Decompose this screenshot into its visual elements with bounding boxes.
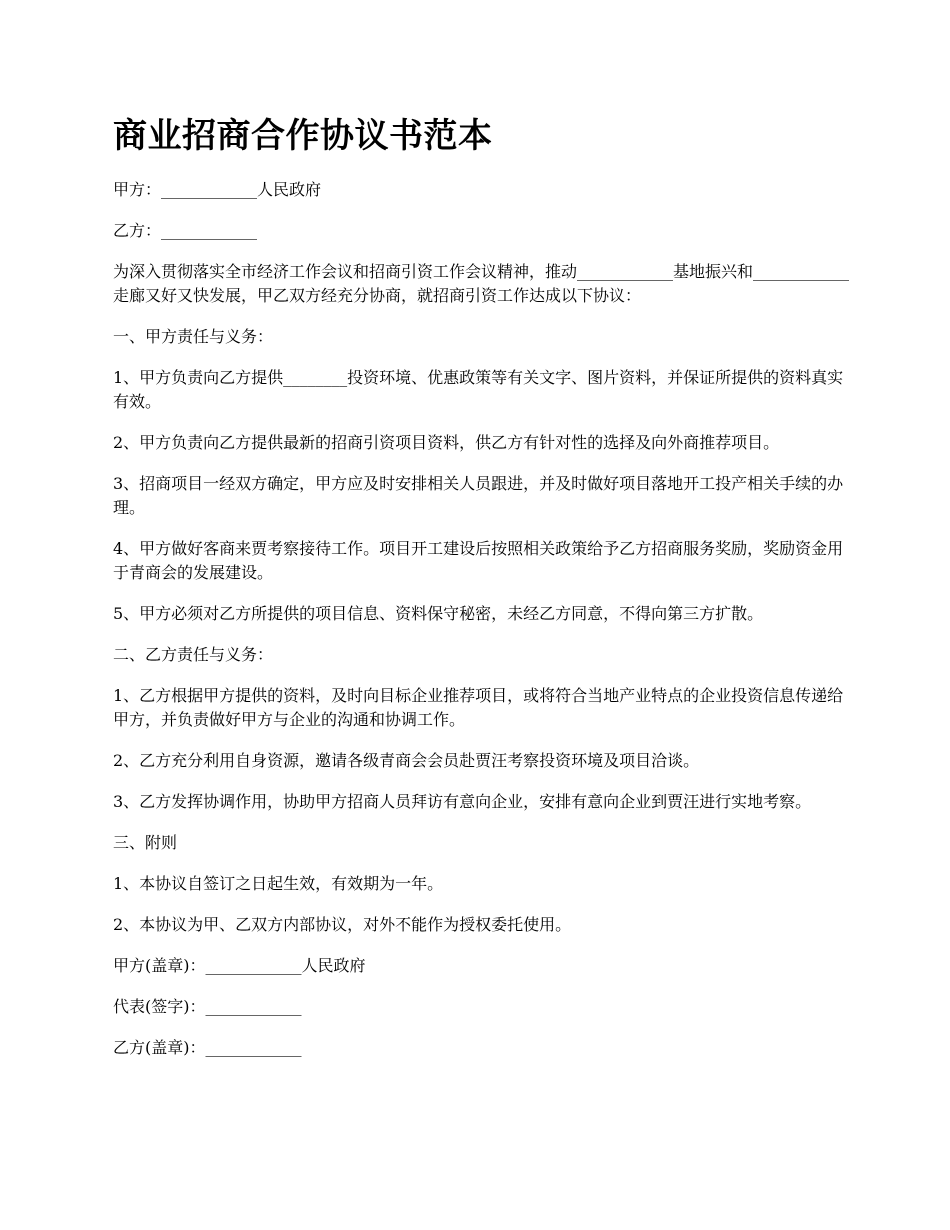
document-body: [113, 112, 853, 1077]
section-heading-supplementary: 三、附则: [113, 833, 178, 852]
section-heading-party-b: 二、乙方责任与义务：: [113, 645, 274, 664]
document-title: 商业招商合作协议书范本: [113, 116, 493, 156]
preamble-paragraph: 为深入贯彻落实全市经济工作会议和招商引资工作会议精神，推动____________基地振兴和____________走廊又好又快发展，甲乙双方经充分协商，就招商引资工作达成以下协议：: [113, 262, 850, 305]
section-heading-party-a: 一、甲方责任与义务：: [113, 327, 274, 346]
clause-s-2: 2、本协议为甲、乙双方内部协议，对外不能作为授权委托使用。: [113, 915, 572, 934]
clause-b-1: 1、乙方根据甲方提供的资料，及时向目标企业推荐项目，或将符合当地产业特点的企业投资信息传递给甲方，并负责做好甲方与企业的沟通和协调工作。: [113, 686, 844, 729]
clause-a-2: 2、甲方负责向乙方提供最新的招商引资项目资料，供乙方有针对性的选择及向外商推荐项目。: [113, 433, 780, 452]
signature-representative: 代表(签字)：____________: [113, 997, 302, 1016]
clause-a-5: 5、甲方必须对乙方所提供的项目信息、资料保守秘密，未经乙方同意，不得向第三方扩散。: [113, 604, 764, 623]
clause-a-3: 3、招商项目一经双方确定，甲方应及时安排相关人员跟进，并及时做好项目落地开工投产相关手续的办理。: [113, 474, 844, 517]
signature-party-b: 乙方(盖章)：____________: [113, 1038, 302, 1057]
clause-a-1: 1、甲方负责向乙方提供________投资环境、优惠政策等有关文字、图片资料，并保证所提供的资料真实有效。: [113, 368, 844, 411]
party-a-line: 甲方：____________人民政府: [113, 180, 322, 199]
clause-a-4: 4、甲方做好客商来贾考察接待工作。项目开工建设后按照相关政策给予乙方招商服务奖励，奖励资金用于青商会的发展建设。: [113, 539, 844, 582]
signature-party-a: 甲方(盖章)：____________人民政府: [113, 956, 366, 975]
clause-b-3: 3、乙方发挥协调作用，协助甲方招商人员拜访有意向企业，安排有意向企业到贾汪进行实地考察。: [113, 792, 812, 811]
party-b-line: 乙方：____________: [113, 221, 258, 240]
clause-s-1: 1、本协议自签订之日起生效，有效期为一年。: [113, 874, 444, 893]
clause-b-2: 2、乙方充分利用自身资源，邀请各级青商会会员赴贾汪考察投资环境及项目洽谈。: [113, 751, 700, 770]
